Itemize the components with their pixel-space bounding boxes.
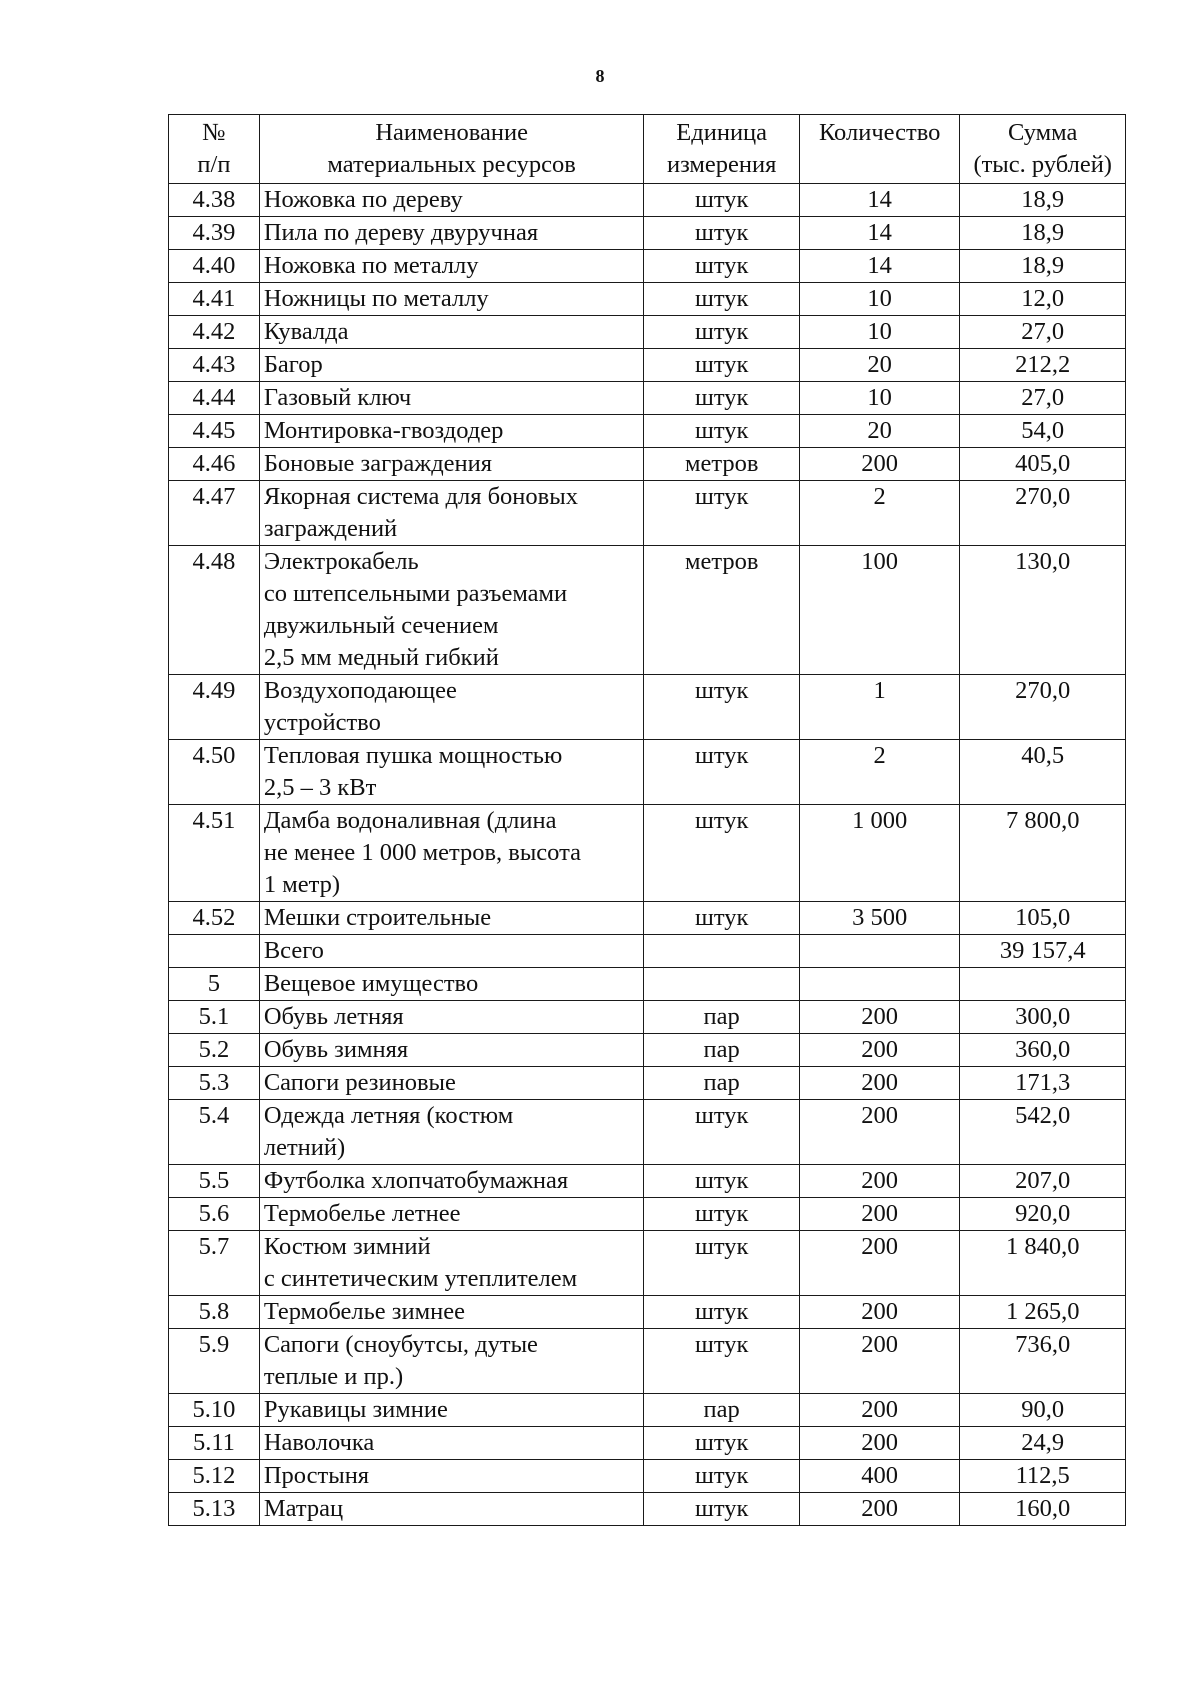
resource-name-cell <box>259 740 644 805</box>
row-number-cell: 4.48 <box>169 546 260 675</box>
table-row <box>169 740 1126 805</box>
resource-name-cell <box>259 382 644 415</box>
unit-cell: штук <box>644 1493 799 1526</box>
row-number-cell: 4.51 <box>169 805 260 902</box>
table-row <box>169 1165 1126 1198</box>
row-number-cell <box>169 935 260 968</box>
table-row <box>169 1296 1126 1329</box>
quantity-cell: 10 <box>799 283 960 316</box>
resource-name-line: Якорная система для боновых <box>263 483 578 510</box>
sum-cell: 270,0 <box>960 481 1126 546</box>
unit-cell <box>644 935 799 968</box>
table-row <box>169 217 1126 250</box>
table-row <box>169 1329 1126 1394</box>
sum-cell: 90,0 <box>960 1394 1126 1427</box>
row-number-cell: 4.42 <box>169 316 260 349</box>
row-number-cell: 5.4 <box>169 1100 260 1165</box>
resource-name-cell <box>259 935 644 968</box>
sum-cell: 300,0 <box>960 1001 1126 1034</box>
quantity-cell <box>799 968 960 1001</box>
table-row <box>169 250 1126 283</box>
header-unit-line: измерения <box>666 151 777 178</box>
table-row <box>169 902 1126 935</box>
unit-cell: штук <box>644 1165 799 1198</box>
sum-cell: 54,0 <box>960 415 1126 448</box>
unit-cell: штук <box>644 1460 799 1493</box>
resource-name-line: с синтетическим утеплителем <box>263 1265 578 1292</box>
resource-name-cell <box>259 250 644 283</box>
resource-name-line: теплые и пр.) <box>263 1363 404 1390</box>
resource-name-cell <box>259 283 644 316</box>
sum-cell: 130,0 <box>960 546 1126 675</box>
table-row <box>169 1493 1126 1526</box>
row-number-cell: 5.12 <box>169 1460 260 1493</box>
resource-name-line: Багор <box>263 351 323 378</box>
table-row <box>169 481 1126 546</box>
sum-cell: 105,0 <box>960 902 1126 935</box>
quantity-cell: 200 <box>799 1001 960 1034</box>
unit-cell: пар <box>644 1394 799 1427</box>
unit-cell: пар <box>644 1034 799 1067</box>
resource-name-cell <box>259 968 644 1001</box>
sum-cell: 1 265,0 <box>960 1296 1126 1329</box>
resource-name-line: Футболка хлопчатобумажная <box>263 1167 569 1194</box>
quantity-cell: 2 <box>799 481 960 546</box>
header-num-line: п/п <box>197 151 231 178</box>
quantity-cell <box>799 935 960 968</box>
unit-cell: пар <box>644 1067 799 1100</box>
header-name-line: Наименование <box>375 119 528 146</box>
resource-name-line: Пила по дереву двуручная <box>263 219 539 246</box>
table-row <box>169 1460 1126 1493</box>
sum-cell: 40,5 <box>960 740 1126 805</box>
row-number-cell: 4.45 <box>169 415 260 448</box>
table-row <box>169 968 1126 1001</box>
quantity-cell: 14 <box>799 184 960 217</box>
row-number-cell: 4.40 <box>169 250 260 283</box>
resource-name-line: двужильный сечением <box>263 612 499 639</box>
resource-name-line: 2,5 мм медный гибкий <box>263 644 499 671</box>
quantity-cell: 1 000 <box>799 805 960 902</box>
resource-name-line: Ножовка по металлу <box>263 252 479 279</box>
row-number-cell: 4.52 <box>169 902 260 935</box>
sum-cell: 920,0 <box>960 1198 1126 1231</box>
table-row <box>169 448 1126 481</box>
header-name <box>259 115 644 184</box>
header-sum <box>960 115 1126 184</box>
sum-cell: 542,0 <box>960 1100 1126 1165</box>
resource-name-line: Матрац <box>263 1495 344 1522</box>
resource-name-line: устройство <box>263 709 381 736</box>
sum-cell: 736,0 <box>960 1329 1126 1394</box>
table-row <box>169 349 1126 382</box>
quantity-cell: 200 <box>799 1394 960 1427</box>
resource-name-line: 2,5 – 3 кВт <box>263 774 377 801</box>
quantity-cell: 200 <box>799 1231 960 1296</box>
quantity-cell: 200 <box>799 1493 960 1526</box>
sum-cell: 171,3 <box>960 1067 1126 1100</box>
table-row <box>169 382 1126 415</box>
sum-cell: 39 157,4 <box>960 935 1126 968</box>
resource-name-line: Термобелье зимнее <box>263 1298 465 1325</box>
header-num-line: № <box>202 119 226 146</box>
resource-name-line: Одежда летняя (костюм <box>263 1102 514 1129</box>
sum-cell: 360,0 <box>960 1034 1126 1067</box>
sum-cell: 27,0 <box>960 382 1126 415</box>
unit-cell: метров <box>644 546 799 675</box>
table-row <box>169 1231 1126 1296</box>
table-row <box>169 1394 1126 1427</box>
quantity-cell: 200 <box>799 1165 960 1198</box>
resource-name-cell <box>259 1460 644 1493</box>
quantity-cell: 10 <box>799 382 960 415</box>
row-number-cell: 4.47 <box>169 481 260 546</box>
quantity-cell: 20 <box>799 415 960 448</box>
resource-name-cell <box>259 675 644 740</box>
resource-name-cell <box>259 1231 644 1296</box>
table-row <box>169 1198 1126 1231</box>
resource-name-cell <box>259 546 644 675</box>
resource-name-line: Всего <box>263 937 324 964</box>
resource-name-cell <box>259 481 644 546</box>
unit-cell: штук <box>644 1198 799 1231</box>
resource-name-line: Костюм зимний <box>263 1233 431 1260</box>
quantity-cell: 20 <box>799 349 960 382</box>
row-number-cell: 4.49 <box>169 675 260 740</box>
row-number-cell: 4.38 <box>169 184 260 217</box>
resource-name-line: Сапоги резиновые <box>263 1069 456 1096</box>
unit-cell: штук <box>644 283 799 316</box>
header-unit <box>644 115 799 184</box>
sum-cell: 18,9 <box>960 184 1126 217</box>
quantity-cell: 200 <box>799 1100 960 1165</box>
resource-name-cell <box>259 805 644 902</box>
resource-name-line: не менее 1 000 метров, высота <box>263 839 581 866</box>
resource-name-cell <box>259 316 644 349</box>
resource-name-cell <box>259 902 644 935</box>
quantity-cell: 10 <box>799 316 960 349</box>
header-qty-line: Количество <box>818 119 941 146</box>
unit-cell: штук <box>644 902 799 935</box>
sum-cell: 7 800,0 <box>960 805 1126 902</box>
row-number-cell: 5.5 <box>169 1165 260 1198</box>
table-row <box>169 1427 1126 1460</box>
row-number-cell: 4.41 <box>169 283 260 316</box>
unit-cell: штук <box>644 805 799 902</box>
resource-name-line: Сапоги (сноубутсы, дутые <box>263 1331 538 1358</box>
table-row <box>169 1034 1126 1067</box>
resource-name-cell <box>259 1034 644 1067</box>
quantity-cell: 400 <box>799 1460 960 1493</box>
row-number-cell: 5.3 <box>169 1067 260 1100</box>
table-row <box>169 415 1126 448</box>
table-row <box>169 316 1126 349</box>
resource-name-cell <box>259 1001 644 1034</box>
resource-name-cell <box>259 217 644 250</box>
header-qty <box>799 115 960 184</box>
quantity-cell: 200 <box>799 1067 960 1100</box>
resource-name-line: Газовый ключ <box>263 384 412 411</box>
quantity-cell: 1 <box>799 675 960 740</box>
table-row <box>169 546 1126 675</box>
header-sum-line: (тыс. рублей) <box>973 151 1112 178</box>
resource-name-cell <box>259 349 644 382</box>
row-number-cell: 5.7 <box>169 1231 260 1296</box>
unit-cell: штук <box>644 316 799 349</box>
row-number-cell: 4.39 <box>169 217 260 250</box>
table-header-row <box>169 115 1126 184</box>
resource-name-line: Ножовка по дереву <box>263 186 463 213</box>
unit-cell: штук <box>644 1296 799 1329</box>
resource-name-line: Вещевое имущество <box>263 970 479 997</box>
row-number-cell: 5 <box>169 968 260 1001</box>
resource-name-cell <box>259 1100 644 1165</box>
unit-cell: метров <box>644 448 799 481</box>
resource-name-line: Термобелье летнее <box>263 1200 461 1227</box>
row-number-cell: 5.2 <box>169 1034 260 1067</box>
table-row <box>169 1001 1126 1034</box>
resource-name-cell <box>259 1427 644 1460</box>
unit-cell: штук <box>644 217 799 250</box>
quantity-cell: 14 <box>799 250 960 283</box>
table-body <box>169 184 1126 1526</box>
row-number-cell: 5.9 <box>169 1329 260 1394</box>
resource-name-cell <box>259 1165 644 1198</box>
table-row <box>169 935 1126 968</box>
sum-cell: 112,5 <box>960 1460 1126 1493</box>
unit-cell: штук <box>644 1427 799 1460</box>
resource-name-cell <box>259 448 644 481</box>
quantity-cell: 200 <box>799 1427 960 1460</box>
header-unit-line: Единица <box>676 119 768 146</box>
resource-name-cell <box>259 1493 644 1526</box>
quantity-cell: 200 <box>799 1296 960 1329</box>
row-number-cell: 5.13 <box>169 1493 260 1526</box>
unit-cell: штук <box>644 1329 799 1394</box>
unit-cell: штук <box>644 250 799 283</box>
resource-name-cell <box>259 184 644 217</box>
resource-name-cell <box>259 1296 644 1329</box>
sum-cell: 207,0 <box>960 1165 1126 1198</box>
resource-name-line: Ножницы по металлу <box>263 285 489 312</box>
unit-cell: штук <box>644 415 799 448</box>
resource-name-line: Обувь зимняя <box>263 1036 409 1063</box>
sum-cell: 1 840,0 <box>960 1231 1126 1296</box>
sum-cell: 212,2 <box>960 349 1126 382</box>
table-row <box>169 1067 1126 1100</box>
sum-cell: 24,9 <box>960 1427 1126 1460</box>
row-number-cell: 4.50 <box>169 740 260 805</box>
unit-cell: штук <box>644 349 799 382</box>
resource-name-cell <box>259 1394 644 1427</box>
resource-name-line: Обувь летняя <box>263 1003 404 1030</box>
resource-name-line: Мешки строительные <box>263 904 492 931</box>
unit-cell: пар <box>644 1001 799 1034</box>
resource-name-line: Монтировка-гвоздодер <box>263 417 504 444</box>
table-row <box>169 805 1126 902</box>
quantity-cell: 2 <box>799 740 960 805</box>
quantity-cell: 14 <box>799 217 960 250</box>
resource-name-cell <box>259 1329 644 1394</box>
resource-name-line: со штепсельными разъемами <box>263 580 568 607</box>
row-number-cell: 5.10 <box>169 1394 260 1427</box>
unit-cell: штук <box>644 184 799 217</box>
quantity-cell: 200 <box>799 1198 960 1231</box>
quantity-cell: 200 <box>799 1034 960 1067</box>
table-row <box>169 184 1126 217</box>
unit-cell: штук <box>644 740 799 805</box>
resource-name-line: Кувалда <box>263 318 349 345</box>
unit-cell: штук <box>644 481 799 546</box>
resource-name-line: Рукавицы зимние <box>263 1396 448 1423</box>
page-number: 8 <box>595 66 605 86</box>
row-number-cell: 4.43 <box>169 349 260 382</box>
header-name-line: материальных ресурсов <box>327 151 576 178</box>
sum-cell: 27,0 <box>960 316 1126 349</box>
sum-cell: 12,0 <box>960 283 1126 316</box>
row-number-cell: 5.11 <box>169 1427 260 1460</box>
resource-name-line: Тепловая пушка мощностью <box>263 742 563 769</box>
quantity-cell: 100 <box>799 546 960 675</box>
unit-cell: штук <box>644 1100 799 1165</box>
resource-name-line: Простыня <box>263 1462 370 1489</box>
sum-cell: 405,0 <box>960 448 1126 481</box>
sum-cell: 160,0 <box>960 1493 1126 1526</box>
row-number-cell: 5.8 <box>169 1296 260 1329</box>
resource-name-line: Дамба водоналивная (длина <box>263 807 557 834</box>
resource-name-cell <box>259 1067 644 1100</box>
row-number-cell: 4.44 <box>169 382 260 415</box>
resource-name-line: Воздухоподающее <box>263 677 457 704</box>
material-resources-table <box>168 114 1126 1526</box>
resource-name-cell <box>259 415 644 448</box>
sum-cell <box>960 968 1126 1001</box>
table-row <box>169 1100 1126 1165</box>
row-number-cell: 4.46 <box>169 448 260 481</box>
resource-name-line: Боновые заграждения <box>263 450 493 477</box>
resource-name-line: заграждений <box>263 515 398 542</box>
resource-name-line: Наволочка <box>263 1429 375 1456</box>
resource-name-line: Электрокабель <box>263 548 419 575</box>
resource-name-line: 1 метр) <box>263 871 341 898</box>
unit-cell: штук <box>644 675 799 740</box>
sum-cell: 270,0 <box>960 675 1126 740</box>
row-number-cell: 5.6 <box>169 1198 260 1231</box>
quantity-cell: 200 <box>799 448 960 481</box>
resource-name-cell <box>259 1198 644 1231</box>
header-sum-line: Сумма <box>1008 119 1078 146</box>
unit-cell: штук <box>644 1231 799 1296</box>
sum-cell: 18,9 <box>960 250 1126 283</box>
row-number-cell: 5.1 <box>169 1001 260 1034</box>
unit-cell <box>644 968 799 1001</box>
unit-cell: штук <box>644 382 799 415</box>
quantity-cell: 200 <box>799 1329 960 1394</box>
table-row <box>169 283 1126 316</box>
header-num <box>169 115 260 184</box>
resource-name-line: летний) <box>263 1134 346 1161</box>
quantity-cell: 3 500 <box>799 902 960 935</box>
sum-cell: 18,9 <box>960 217 1126 250</box>
table-row <box>169 675 1126 740</box>
